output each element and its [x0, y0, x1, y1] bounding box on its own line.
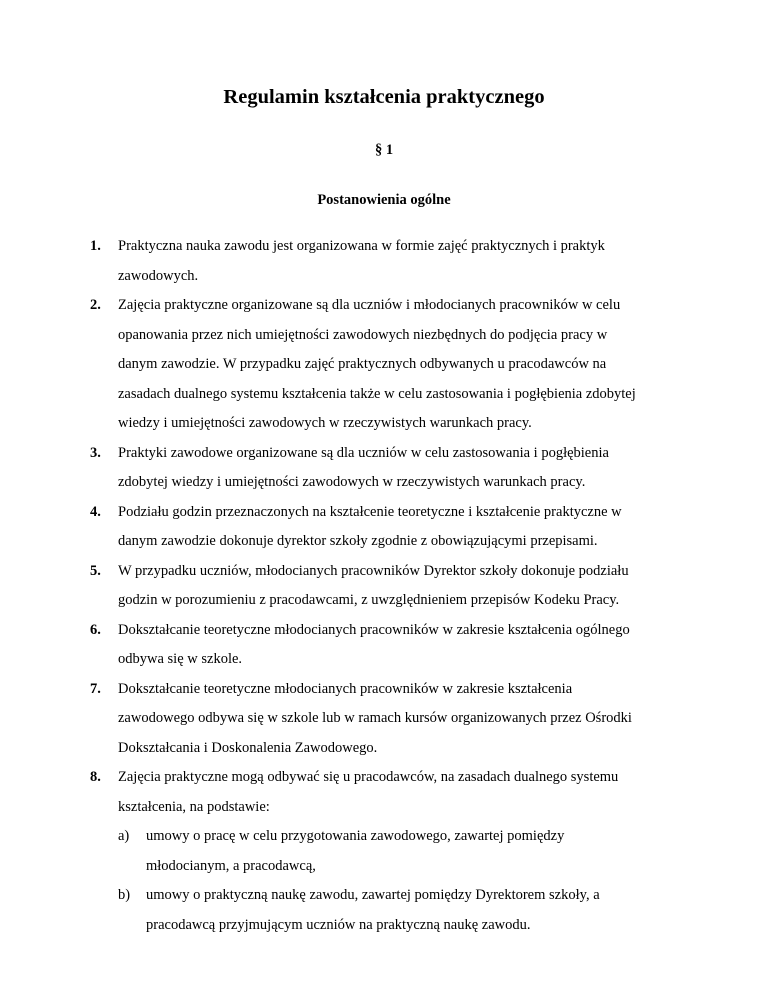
list-item-line: odbywa się w szkole.: [118, 651, 243, 667]
paragraph-mark: § 1: [374, 142, 394, 158]
list-item-line: Dokształcania i Doskonalenia Zawodowego.: [118, 739, 378, 756]
sub-item-letter: b): [118, 887, 131, 903]
sub-item-b: [0, 881, 768, 940]
list-item-line: kształcenia, na podstawie:: [118, 798, 270, 815]
list-item-number: 2.: [90, 297, 101, 313]
list-item-line: Praktyki zawodowe organizowane są dla uczniów w celu zastosowania i pogłębienia: [118, 444, 609, 461]
list-item-line: zawodowych.: [118, 267, 199, 284]
list-item-number: 5.: [90, 562, 101, 579]
list-item-line: danym zawodzie. W przypadku zajęć praktycznych odbywanych u pracodawców na: [118, 356, 607, 372]
list-item-number: 6.: [90, 621, 101, 638]
list-item-line: zdobytej wiedzy i umiejętności zawodowych w rzeczywistych warunkach pracy.: [118, 474, 586, 490]
list-item-7: [0, 675, 768, 764]
list-item-line: Dokształcanie teoretyczne młodocianych pracowników w zakresie kształcenia ogólnego: [118, 621, 630, 638]
list-item-line: Zajęcia praktyczne organizowane są dla uczniów i młodocianych pracowników w celu: [118, 297, 621, 313]
list-item-line: Zajęcia praktyczne mogą odbywać się u pracodawców, na zasadach dualnego systemu: [118, 769, 619, 785]
list-item-number: 7.: [90, 680, 101, 697]
sub-item-a: [0, 822, 768, 881]
list-item-4: [0, 498, 768, 557]
list-item-2: [0, 291, 768, 439]
sub-item-line: młodocianym, a pracodawcą,: [146, 857, 316, 874]
list-item-number: 1.: [90, 238, 101, 254]
list-item-line: zawodowego odbywa się w szkole lub w ramach kursów organizowanych przez Ośrodki: [118, 710, 632, 726]
section-heading: Postanowienia ogólne: [317, 192, 451, 208]
list-item-line: opanowania przez nich umiejętności zawodowych niezbędnych do podjęcia pracy w: [118, 326, 608, 343]
list-item-number: 3.: [90, 444, 101, 461]
numbered-list: [0, 232, 768, 940]
list-item-5: [0, 557, 768, 616]
sub-item-letter: a): [118, 828, 130, 844]
list-item-6: [0, 616, 768, 675]
list-item-line: Praktyczna nauka zawodu jest organizowana w formie zajęć praktycznych i praktyk: [118, 238, 605, 254]
list-item-line: zasadach dualnego systemu kształcenia także w celu zastosowania i pogłębienia zdobytej: [118, 385, 636, 402]
list-item-line: wiedzy i umiejętności zawodowych w rzeczywistych warunkach pracy.: [118, 415, 532, 431]
list-item-number: 8.: [90, 769, 101, 785]
list-item-3: [0, 439, 768, 498]
list-item-1: [0, 232, 768, 291]
list-item-8: [0, 763, 768, 940]
sub-item-line: umowy o praktyczną naukę zawodu, zawartej pomiędzy Dyrektorem szkoły, a: [146, 887, 600, 903]
list-item-line: Dokształcanie teoretyczne młodocianych pracowników w zakresie kształcenia: [118, 680, 573, 697]
sub-item-line: umowy o pracę w celu przygotowania zawodowego, zawartej pomiędzy: [146, 828, 565, 844]
list-item-line: W przypadku uczniów, młodocianych pracowników Dyrektor szkoły dokonuje podziału: [118, 562, 629, 579]
list-item-line: danym zawodzie dokonuje dyrektor szkoły zgodnie z obowiązującymi przepisami.: [118, 533, 598, 549]
sub-item-line: pracodawcą przyjmującym uczniów na praktyczną naukę zawodu.: [146, 916, 531, 933]
list-item-line: Podziału godzin przeznaczonych na kształcenie teoretyczne i kształcenie praktyczne w: [118, 503, 622, 520]
document-title: Regulamin kształcenia praktycznego: [223, 86, 545, 108]
list-item-number: 4.: [90, 503, 101, 520]
list-item-line: godzin w porozumieniu z pracodawcami, z uwzględnieniem przepisów Kodeku Pracy.: [118, 592, 620, 608]
